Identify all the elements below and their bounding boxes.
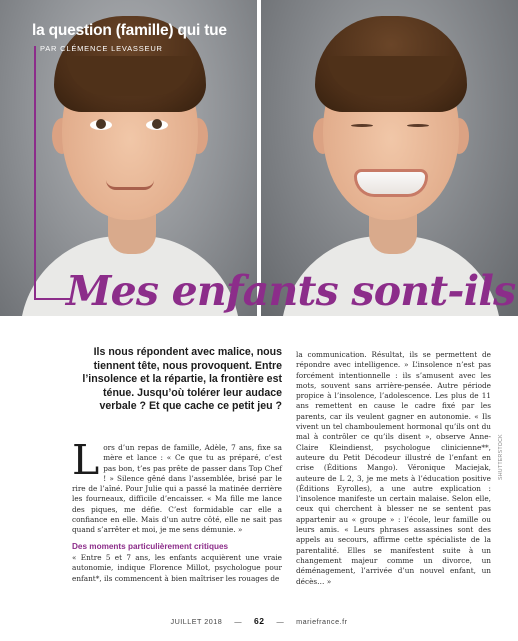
body-column-1 — [72, 436, 282, 584]
body-column-2 — [296, 350, 491, 587]
page-footer: JUILLET 2018 — 62 — mariefrance.fr — [170, 616, 348, 626]
section-subhead: Des moments particulièrement critiques — [72, 541, 229, 551]
drop-cap: L — [72, 436, 100, 484]
paragraph-critical-moments: « Entre 5 et 7 ans, les enfants acquièrent une vraie autonomie, indique Florence Millot, psychologue pour enfant*, ils commencent à bien maîtriser les rouages de — [72, 552, 282, 583]
intro-text: ors d’un repas de famille, Adèle, 7 ans, fixe sa mère et lance : « Ce que tu as préparé, c’est pas bon, t’es pas prête de passer dans Top Chef ! » Silence gêné dans l’assemblée, brisé par le rire de l’aîné. Pour Julie qui a passé la matinée derrière les fourneaux, difficile d’encaisser. « Ma fille me lance des piques, me défie. C’est formidable car elle a confiance en elle. Mais d’un autre côté, elle ne sait pas quand s’arrêter et moi, je me sens démunie. » — [72, 443, 282, 535]
intro-paragraph — [72, 436, 282, 536]
article-standfirst: Ils nous répondent avec malice, nous tiennent tête, nous provoquent. Entre l’insolence et la répartie, la frontière est ténue. Jusqu’où tolérer leur audace verbale ? Et que cache ce petit jeu ? — [82, 346, 282, 413]
section-kicker: la question (famille) qui tue — [32, 22, 227, 39]
accent-horizontal-rule — [34, 298, 70, 300]
photo-credit: SHUTTERSTOCK — [498, 434, 504, 480]
website-link[interactable]: mariefrance.fr — [296, 617, 348, 626]
article-headline: Mes enfants sont-ils — [66, 267, 516, 315]
issue-date: JUILLET 2018 — [170, 617, 223, 626]
accent-vertical-rule — [34, 46, 36, 300]
paragraph-continuation: la communication. Résultat, ils se permettent de répondre avec intelligence. » L’insolence n’est pas forcément intentionnelle : ils s’amusent avec les mots, souvent sans arrière-pensée. Autre période propice à l’insolence, l’adolescence. Les plus de 11 ans remettent en cause le cadre fixé par les parents, car ils veulent gagner en autonomie. « Ils vivent un tel chamboulement hormonal qu’ils ont du mal à contrôler ce qu’ils disent », observe Anne-Claire Kleindienst, psychologue clinicienne**, auteure du Petit Décodeur illustré de l’enfant en crise (Éditions Mango). Véronique Maciejak, auteure de L 2, 3, je me mets à l’éducation positive (Éditions Eyrolles), a une autre explication : l’insolence manifeste un certain malaise. Selon elle, ceux qui cherchent à blesser ne se sentent pas appartenir au « groupe » : l’école, leur famille ou leurs amis. « Leurs phrases assassines sont des appels au secours, affirme cette spécialiste de la parentalité. Elles se manifestent suite à un changement majeur comme un divorce, un déménagement, l’arrivée d’un nouvel enfant, un décès… » — [296, 350, 491, 586]
author-byline: PAR CLÉMENCE LEVASSEUR — [40, 44, 163, 53]
page-number: 62 — [254, 616, 265, 626]
